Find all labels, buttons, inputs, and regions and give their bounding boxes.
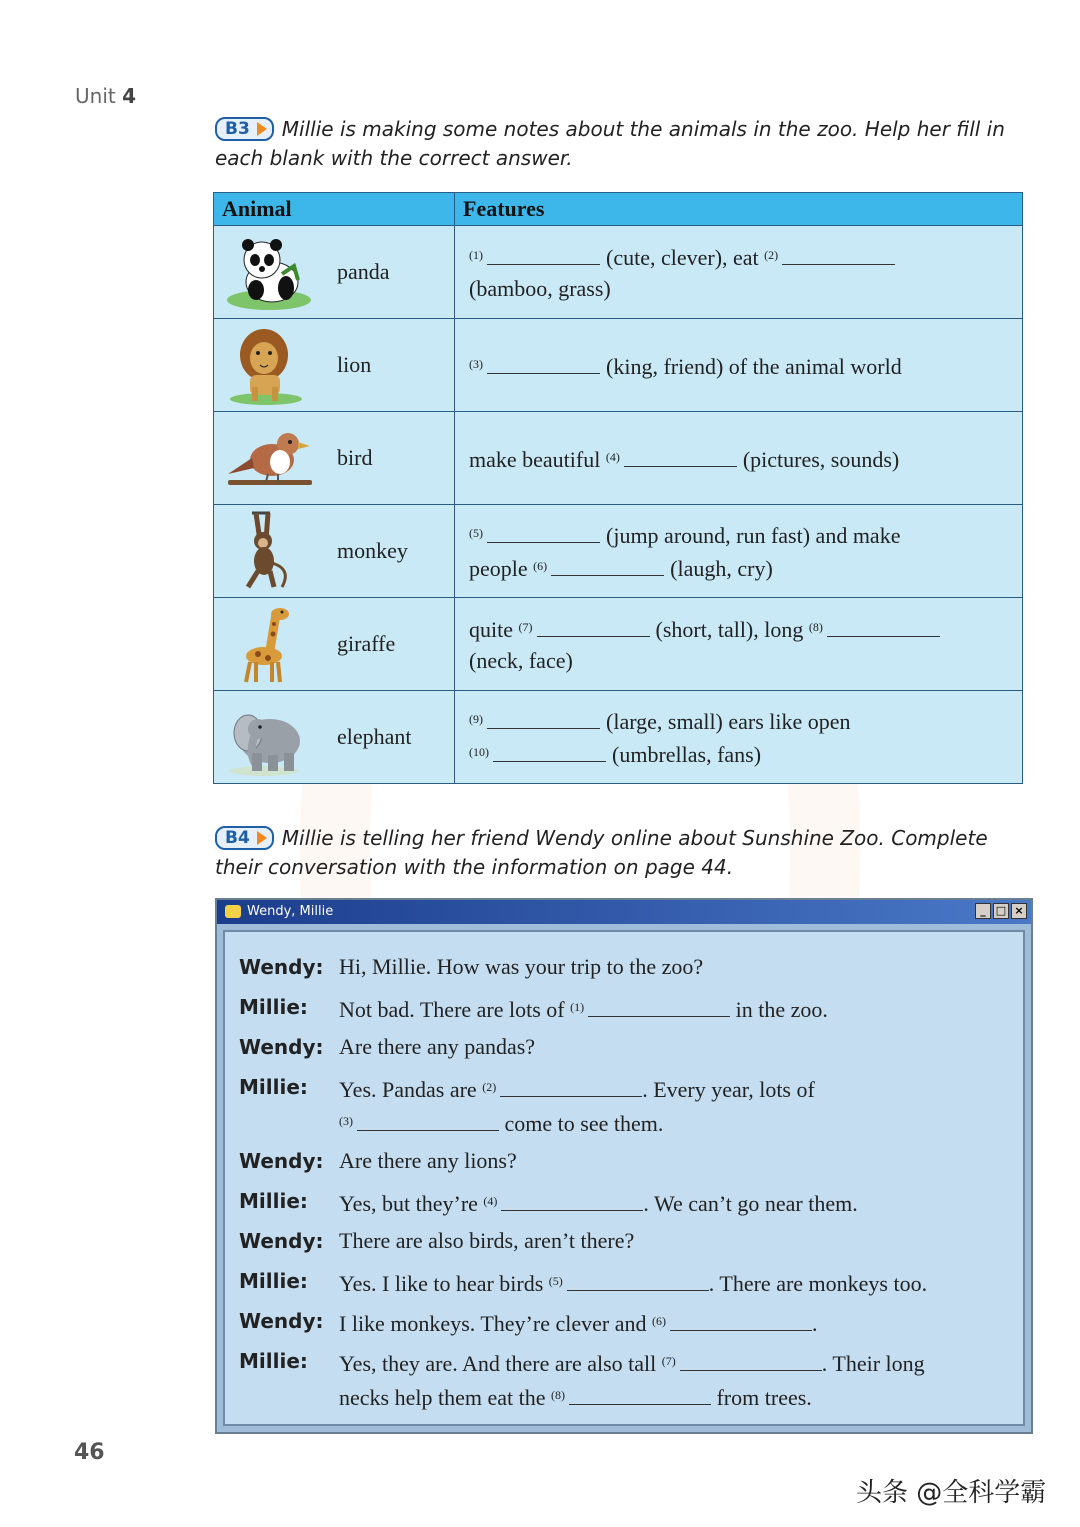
speaker-name: Wendy:	[239, 1149, 324, 1173]
speaker-name: Wendy:	[239, 955, 324, 979]
source-watermark: 头条 @全科学霸	[856, 1478, 1047, 1508]
answer-blank[interactable]	[670, 1312, 812, 1331]
animal-cell	[214, 505, 455, 598]
animal-name: elephant	[337, 724, 412, 749]
chat-text: . Their long	[821, 1351, 925, 1376]
chat-text: Yes. I like to hear birds	[339, 1271, 544, 1296]
animal-cell	[214, 226, 455, 319]
speaker-name: Wendy:	[239, 1229, 324, 1253]
b4-instruction: B4 Millie is telling her friend Wendy online about Sunshine Zoo. Complete their conversation with the information on page 44.	[215, 826, 988, 879]
answer-blank[interactable]	[487, 524, 600, 543]
answer-blank[interactable]	[567, 1272, 709, 1291]
features-cell	[455, 226, 1023, 319]
elephant-icon	[224, 697, 314, 777]
chat-message	[339, 1378, 1029, 1415]
feature-text: (jump around, run fast) and make	[606, 523, 901, 548]
features-cell	[455, 319, 1023, 412]
chat-text: . We can’t go near them.	[643, 1191, 858, 1216]
answer-blank[interactable]	[487, 355, 600, 374]
close-icon[interactable]: ×	[1011, 903, 1027, 919]
lion-icon	[224, 325, 314, 405]
table-row	[214, 505, 1023, 598]
blank-number: (2)	[764, 248, 779, 262]
giraffe-icon	[224, 604, 314, 684]
speaker-name: Millie:	[239, 1189, 308, 1213]
blank-number: (4)	[605, 449, 620, 464]
animal-cell	[214, 319, 455, 412]
speaker-name: Millie:	[239, 1075, 308, 1099]
feature-text: (large, small) ears like open	[606, 709, 851, 734]
chat-message	[339, 1144, 1029, 1178]
speaker-name: Millie:	[239, 1349, 308, 1373]
speaker-name: Wendy:	[239, 1309, 324, 1333]
chat-text: come to see them.	[504, 1111, 664, 1136]
chat-window	[215, 898, 1033, 1434]
feature-text: quite	[469, 617, 513, 642]
b3-instruction: B3 Millie is making some notes about the animals in the zoo. Help her fill in each blank with the correct answer.	[215, 117, 1005, 170]
chat-window-title: Wendy, Millie	[247, 904, 334, 919]
table-row	[214, 319, 1023, 412]
answer-blank[interactable]	[357, 1112, 499, 1131]
speaker-name: Wendy:	[239, 1035, 324, 1059]
animal-features-table	[213, 192, 1023, 784]
blank-number: (2)	[482, 1080, 497, 1094]
blank-number: (8)	[550, 1388, 565, 1402]
answer-blank[interactable]	[500, 1078, 642, 1097]
answer-blank[interactable]	[487, 710, 600, 729]
feature-text: (bamboo, grass)	[469, 276, 611, 301]
blank-number: (4)	[483, 1194, 498, 1208]
monkey-icon	[224, 511, 314, 591]
table-row	[214, 226, 1023, 319]
blank-number: (3)	[339, 1114, 353, 1128]
chat-app-icon	[225, 905, 241, 918]
chat-text: Yes, they are. And there are also tall	[339, 1351, 657, 1376]
blank-number: (1)	[570, 1000, 585, 1014]
blank-number: (9)	[469, 712, 483, 726]
feature-text: (cute, clever), eat	[606, 245, 759, 270]
maximize-icon[interactable]: □	[993, 903, 1009, 919]
chat-text: . Every year, lots of	[642, 1077, 815, 1102]
feature-text: people	[469, 556, 528, 581]
blank-number: (6)	[651, 1314, 666, 1328]
blank-number: (8)	[808, 620, 823, 634]
answer-blank[interactable]	[782, 246, 895, 265]
chat-text: Are there any lions?	[339, 1148, 517, 1173]
chat-body	[223, 930, 1025, 1426]
feature-text: (neck, face)	[469, 648, 573, 673]
chat-text: Are there any pandas?	[339, 1034, 536, 1059]
blank-number: (7)	[518, 620, 533, 634]
answer-blank[interactable]	[487, 246, 600, 265]
answer-blank[interactable]	[551, 557, 664, 576]
chat-title-bar	[217, 900, 1031, 924]
answer-blank[interactable]	[537, 618, 650, 637]
animal-name: bird	[337, 445, 373, 470]
chat-text: Yes. Pandas are	[339, 1077, 477, 1102]
answer-blank[interactable]	[680, 1352, 822, 1371]
chat-message	[339, 990, 1029, 1027]
answer-blank[interactable]	[827, 618, 940, 637]
feature-text: (pictures, sounds)	[742, 446, 900, 472]
chat-text: Hi, Millie. How was your trip to the zoo?	[339, 954, 704, 979]
blank-number: (7)	[661, 1354, 676, 1368]
chat-message	[339, 1030, 1029, 1064]
blank-number: (10)	[469, 745, 489, 759]
answer-blank[interactable]	[624, 448, 737, 467]
feature-text: (short, tall), long	[655, 617, 804, 642]
chat-message	[339, 1264, 1029, 1301]
blank-number: (6)	[533, 559, 548, 573]
chat-message	[339, 1224, 1029, 1258]
answer-blank[interactable]	[588, 998, 730, 1017]
chat-message	[339, 1184, 1029, 1221]
chat-message	[339, 1344, 1029, 1381]
blank-number: (5)	[548, 1274, 563, 1288]
answer-blank[interactable]	[569, 1386, 711, 1405]
speaker-name: Millie:	[239, 995, 308, 1019]
header-features: Features	[455, 193, 1023, 226]
chat-message	[339, 1070, 1029, 1107]
chat-text: Not bad. There are lots of	[339, 997, 565, 1022]
bird-icon	[224, 418, 314, 498]
chat-text: necks help them eat the	[339, 1385, 546, 1410]
feature-text: (laugh, cry)	[670, 556, 773, 581]
features-cell	[455, 691, 1023, 784]
blank-number: (5)	[469, 526, 483, 540]
speaker-name: Millie:	[239, 1269, 308, 1293]
answer-blank[interactable]	[493, 743, 606, 762]
animal-name: monkey	[337, 538, 408, 563]
answer-blank[interactable]	[501, 1192, 643, 1211]
animal-cell	[214, 691, 455, 784]
page-number: 46	[74, 1440, 105, 1465]
header-animal: Animal	[214, 193, 455, 226]
panda-icon	[224, 232, 314, 312]
b4-badge: B4	[215, 826, 274, 850]
chat-message	[339, 1104, 1029, 1141]
features-cell	[455, 598, 1023, 691]
animal-name: panda	[337, 259, 390, 284]
animal-name: giraffe	[337, 631, 396, 656]
unit-label: Unit 4	[75, 84, 136, 108]
chat-text: .	[811, 1311, 818, 1336]
chat-message	[339, 950, 1029, 984]
table-row	[214, 691, 1023, 784]
chat-message	[339, 1304, 1029, 1341]
b3-badge: B3	[215, 117, 274, 141]
blank-number: (3)	[469, 356, 483, 371]
chat-text: Yes, but they’re	[339, 1191, 478, 1216]
blank-number: (1)	[469, 248, 483, 262]
feature-text: make beautiful	[469, 446, 601, 472]
chat-text: from trees.	[716, 1385, 812, 1410]
features-cell	[455, 412, 1023, 505]
table-row	[214, 598, 1023, 691]
chat-text: I like monkeys. They’re clever and	[339, 1311, 647, 1336]
animal-name: lion	[337, 352, 372, 377]
animal-cell	[214, 412, 455, 505]
feature-text: (king, friend) of the animal world	[606, 353, 902, 379]
chat-text: . There are monkeys too.	[708, 1271, 928, 1296]
feature-text: (umbrellas, fans)	[612, 742, 762, 767]
table-row	[214, 412, 1023, 505]
chat-text: There are also birds, aren’t there?	[339, 1228, 635, 1253]
animal-cell	[214, 598, 455, 691]
features-cell	[455, 505, 1023, 598]
minimize-icon[interactable]: _	[975, 903, 991, 919]
chat-text: in the zoo.	[735, 997, 828, 1022]
